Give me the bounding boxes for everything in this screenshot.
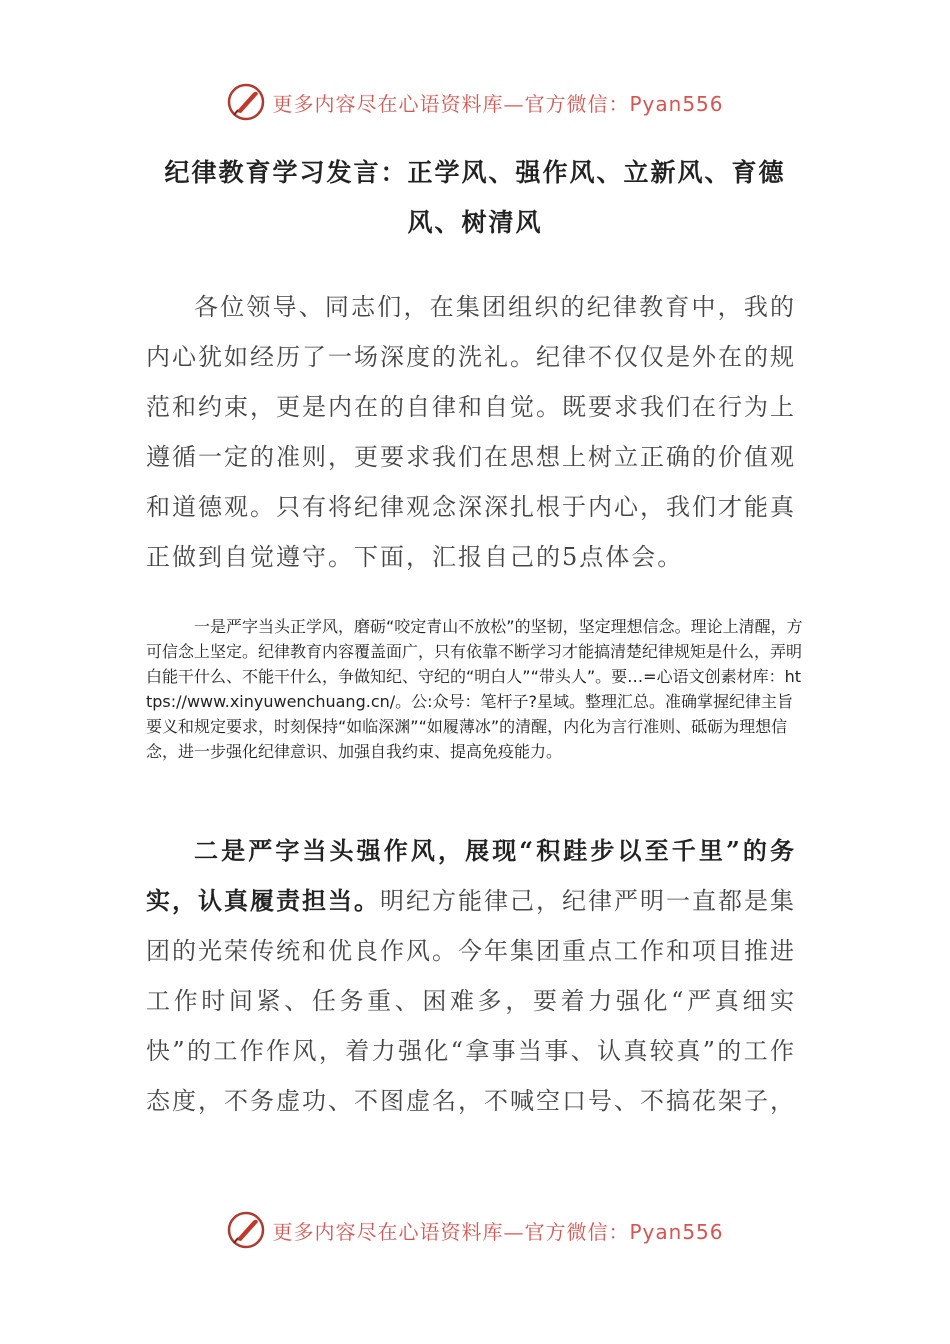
banner-text-en: Pyan556 [629, 1219, 724, 1244]
document-title: 纪律教育学习发言：正学风、强作风、立新风、育德风、树清风 [164, 158, 786, 237]
footer-banner [0, 1208, 950, 1252]
paragraph-point-two-heading: 二是严字当头强作风，展现“积跬步以至千里”的务实，认真履责担当。 [146, 836, 796, 915]
header-banner [0, 80, 950, 124]
banner-text-cn: 更多内容尽在心语资料库—官方微信： [272, 91, 630, 116]
paragraph-intro: 各位领导、同志们，在集团组织的纪律教育中，我的内心犹如经历了一场深度的洗礼。纪律不仅仅是外在的规范和约束，更是内在的自律和自觉。既要求我们在行为上遵循一定的准则，更要求我们在思想上树立正确的价值观和道德观。只有将纪律观念深深扎根于内心，我们才能真正做到自觉遵守。下面，汇报自己的5点体会。 [146, 293, 796, 571]
banner-text-en: Pyan556 [629, 91, 724, 116]
quill-pen-icon [226, 1210, 266, 1250]
banner-text [272, 1216, 723, 1245]
paragraph-point-one: 一是严字当头正学风，磨砺“咬定青山不放松”的坚韧，坚定理想信念。理论上清醒，方可信念上坚定。纪律教育内容覆盖面广，只有依靠不断学习才能搞清楚纪律规矩是什么，弄明白能干什么、不能干什么，争做知纪、守纪的“明白人”“带头人”。要…=心语文创素材库：https://www.xinyuwenchuang.cn/。公:众号：笔杆子?星域。整理汇总。准确掌握纪律主旨要义和规定要求，时刻保持“如临深渊”“如履薄冰”的清醒，内化为言行准则、砥砺为理想信念，进一步强化纪律意识、加强自我约束、提高免疫能力。 [146, 617, 803, 761]
banner-text [272, 88, 723, 117]
banner-text-cn: 更多内容尽在心语资料库—官方微信： [272, 1219, 630, 1244]
paragraph-point-two [146, 826, 796, 1126]
paragraph-point-two-body: 明纪方能律己，纪律严明一直都是集团的光荣传统和优良作风。今年集团重点工作和项目推进工作时间紧、任务重、困难多，要着力强化“严真细实快”的工作作风，着力强化“拿事当事、认真较真”的工作态度，不务虚功、不图虚名，不喊空口号、不搞花架子， [146, 887, 796, 1115]
quill-pen-icon [226, 82, 266, 122]
